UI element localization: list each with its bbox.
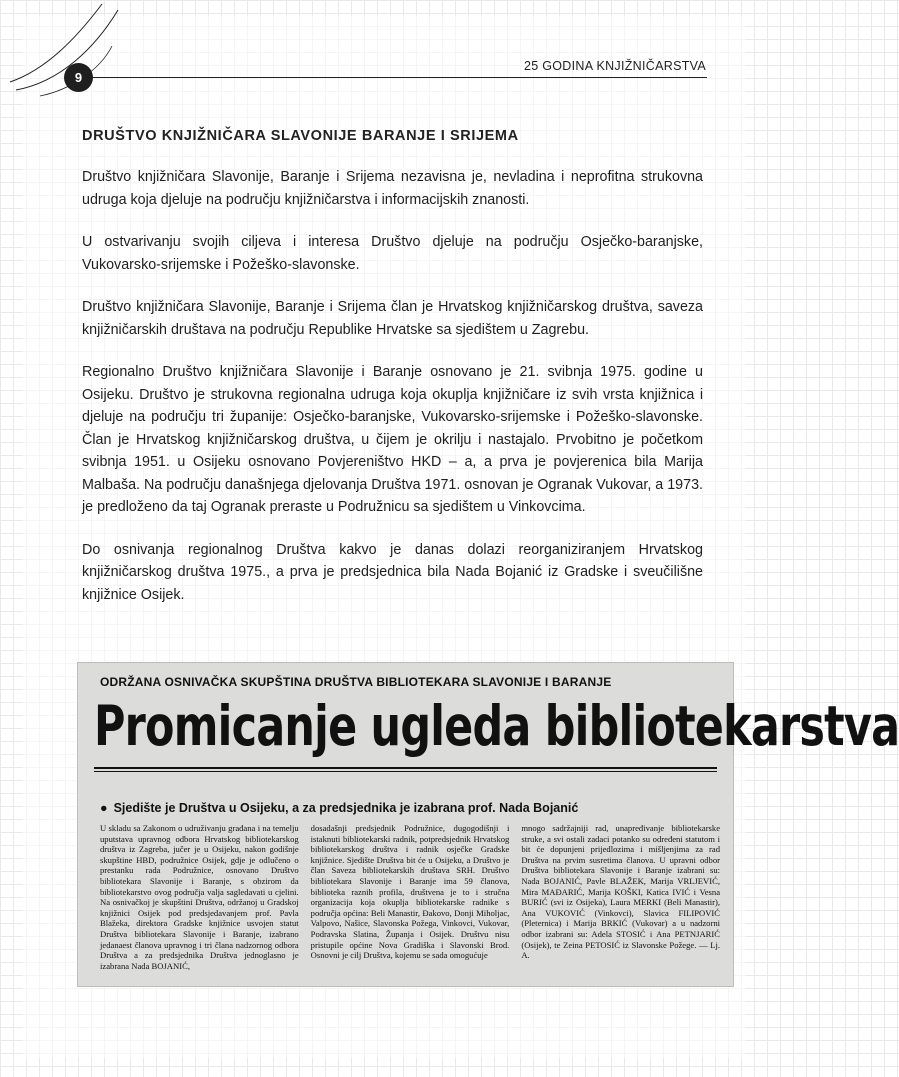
clipping-headline: Promicanje ugleda bibliotekarstva bbox=[94, 694, 899, 758]
paragraph: Do osnivanja regionalnog Društva kakvo je danas dolazi reorganiziranjem Hrvatskog knjižničarskog društva 1975., a prva je predsjednica bila Nada Bojanić iz Gradske i sveučilišne knjižnice Osijek. bbox=[82, 541, 703, 603]
section-heading: DRUŠTVO KNJIŽNIČARA SLAVONIJE BARANJE I SRIJEMA bbox=[82, 128, 519, 144]
header-rule bbox=[82, 77, 707, 78]
clipping-column bbox=[100, 823, 299, 983]
clipping-column bbox=[311, 823, 510, 983]
clipping-columns bbox=[100, 823, 720, 983]
clipping-rule bbox=[94, 771, 717, 772]
clipping-subheadline bbox=[100, 801, 578, 815]
clipping-column-text: dosadašnji predsjednik Podružnice, dugogodišnji i istaknuti bibliotekarski radnik, potpredsjednik Hrvatskog bibliotekarskog društva i radnik osječke Gradske knjižnice. Sjedište Društva bit će u Osijeku, a Društvo je član Saveza bibliotekarskih društava SRH. Društvo bibliotekara Slavonije i Baranje ima 59 članova, biblioteka raznih profila, društvena je to i stručna organizacija koja okuplja bibliotekarske radnike s područja općina: Beli Manastir, Đakovo, Donji Miholjac, Valpovo, Našice, Slavonska Požega, Vinkovci, Vukovar, Podravska Slatina, Županja i Osijek. Društvu nisu pristupile općine Nova Gradiška i Slavonski Brod. Osnovni je cilj Društva, kojemu se sada omogućuje bbox=[310, 823, 510, 961]
paragraph: Društvo knjižničara Slavonije, Baranje i Srijema nezavisna je, nevladina i neprofitna strukovna udruga koja djeluje na području knjižničarstva i informacijskih znanosti. bbox=[82, 169, 703, 208]
clipping-column-text: mnogo sadržajniji rad, unapređivanje bibliotekarske struke, a svi ostali zadaci potanko su određeni statutom i bit će dopunjeni prijedlozima i mišljenjima za rad Društva na prvim susretima članova. U upravni odbor Društva bibliotekara Slavonije i Baranje izabrani su: Nada BOJANIĆ, Pavle BLAŽEK, Marija VRLJEVIĆ, Mira MAĐARIĆ, Marija KOŠKI, Katica IVIĆ i Vesna BURIĆ (svi iz Osijeka), Laura MERKI (Beli Manastir), Ana VUKOVIĆ (Vinkovci), Slavica FILIPOVIĆ (Pleternica) i Marija BRKIĆ (Vukovar) a u nadzorni odbor izabrani su: Adela STOSIĆ i Ana PETNJARIĆ (Osijek), te Zeina PETOSIĆ iz Slavonske Požege. — Lj. A. bbox=[521, 823, 721, 961]
paragraph: U ostvarivanju svojih ciljeva i interesa Društvo djeluje na području Osječko-baranjske, Vukovarsko-srijemske i Požeško-slavonske. bbox=[82, 234, 703, 273]
paragraph: Regionalno Društvo knjižničara Slavonije i Baranje osnovano je 21. svibnja 1975. godine u Osijeku. Društvo je strukovna regionalna udruga koja okuplja knjižničare iz svih vrsta knjižnica i djeluje na području tri županije: Osječko-baranjske, Vukovarsko-srijemske i Požeško-slavonske. Član je Hrvatskog knjižničarskog društva, u čijem je okrilju i nastajalo. Prvobitno je početkom svibnja 1951. u Osijeku osnovano Povjereništvo HKD – a, a prva je povjerenica bila Marija Malbaša. Na području današnjega djelovanja Društva 1971. osnovan je Ogranak Vukovar, a 1973. je predloženo da taj Ogranak preraste u Podružnicu sa sjedištem u Vinkovcima. bbox=[82, 364, 703, 515]
body-text bbox=[82, 166, 703, 626]
newspaper-clipping bbox=[77, 662, 899, 987]
clipping-column bbox=[521, 823, 720, 983]
paragraph: Društvo knjižničara Slavonije, Baranje i Srijema član je Hrvatskog knjižničarskog društva, saveza knjižničarskih društava na području Republike Hrvatske sa sjedištem u Zagrebu. bbox=[82, 299, 703, 338]
running-title: 25 GODINA KNJIŽNIČARSTVA bbox=[523, 59, 706, 73]
decorative-swirl-icon bbox=[0, 0, 200, 100]
page-number: 9 bbox=[64, 63, 93, 92]
clipping-column-text: U skladu sa Zakonom o udruživanju građana i na temelju uputstava upravnog odbora Hrvatskog bibliotekarskog društva iz Zagreba, jučer je u Osijeku, nakon godišnje skupštine HBD, podružnice Osijek, gdje je odlučeno o prestanku rada Podružnice, osnovano Društvo bibliotekara Slavonije i Baranje, s obzirom da bibliotekarstvo ovog područja valja sagledavati u cjelini. Na osnivačkoj je skupštini Društva, održanoj u Gradskoj knjižnici Osijek pod predsjedavanjem prof. Pavla Blažeka, direktora Gradske knjižnice usvojen statut Društva bibliotekara Slavonije i Baranje, izabrano jedanaest članova upravnog i tri člana nadzornog odbora Društva a za predsjednika Društva jednoglasno je izabrana Nada BOJANIĆ, bbox=[100, 823, 299, 971]
bullet-icon: ● bbox=[100, 801, 108, 815]
clipping-subheadline-text: Sjedište je Društva u Osijeku, a za predsjednika je izabrana prof. Nada Bojanić bbox=[113, 801, 579, 815]
clipping-kicker: ODRŽANA OSNIVAČKA SKUPŠTINA DRUŠTVA BIBLIOTEKARA SLAVONIJE I BARANJE bbox=[100, 675, 612, 689]
clipping-rule bbox=[94, 767, 717, 769]
